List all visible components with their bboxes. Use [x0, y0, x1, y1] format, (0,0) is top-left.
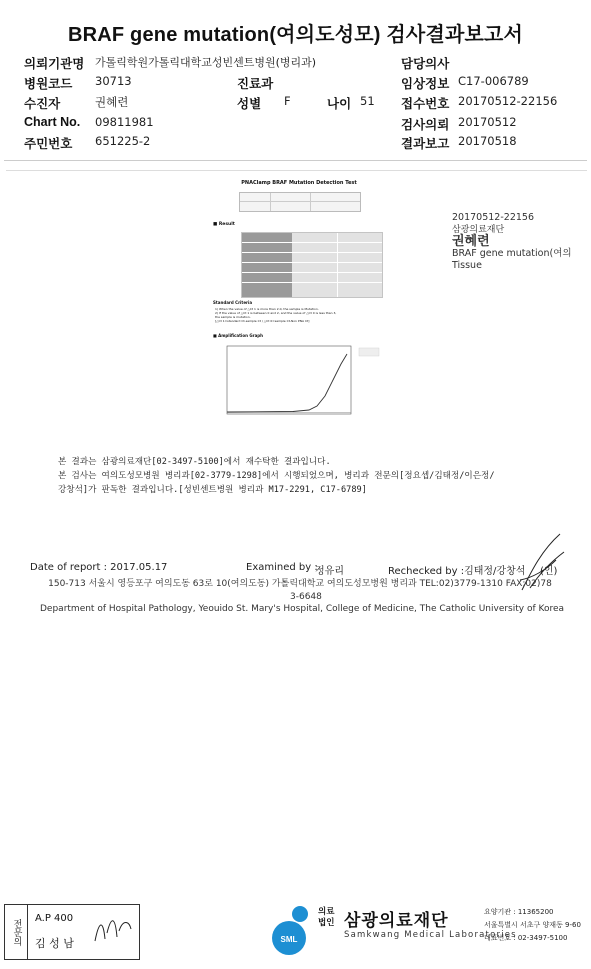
ap-code: A.P 400 [35, 913, 74, 924]
org-prefix [318, 907, 334, 929]
hospital-address [40, 578, 560, 604]
result-note [58, 455, 528, 497]
age-value: 51 [360, 94, 375, 108]
graph-heading: ■ Amplification Graph [213, 333, 264, 338]
stamp-specimen: Tissue [452, 260, 482, 271]
institution-value: 가톨릭학원가톨릭대학교성빈센트병원(병리과) [95, 56, 317, 69]
criteria-heading: Standard Criteria [213, 300, 253, 305]
org-english-name: Samkwang Medical Laboratories [344, 930, 517, 940]
clinical-info-value: C17-006789 [458, 74, 529, 88]
org-prefix-line: 의료 [318, 907, 335, 917]
org-name: 삼광의료재단 [344, 911, 449, 931]
patient-label: 수진자 [24, 96, 61, 111]
criteria-line: 2) If the value of △Ct 1 is between 0 and 2, and the value of △Ct 0 is less than 3, [215, 311, 337, 315]
org-info [484, 906, 581, 945]
chart-no-value: 09811981 [95, 115, 154, 129]
org-info-line: 요양기관 : 11365200 [484, 908, 554, 916]
document-title: BRAF gene mutation(여의도성모) 검사결과보고서 [67, 24, 524, 46]
amplification-graph [213, 340, 385, 420]
criteria-line: 1) When the value of △Ct 1 is more than 2.0, the sample is Mutation. [215, 307, 319, 311]
hospital-code-label: 병원코드 [24, 76, 73, 91]
doctor-label: 담당의사 [401, 56, 450, 71]
sml-logo-text: SML [280, 935, 298, 944]
stamp-receipt-no: 20170512-22156 [452, 212, 535, 223]
note-line: 본 결과는 삼광의료재단[02-3497-5100]에서 재수탁한 결과입니다. [58, 457, 331, 467]
result-date-label: 결과보고 [401, 136, 450, 151]
result-table [241, 232, 383, 298]
institution-label: 의뢰기관명 [24, 56, 85, 71]
department-line: Department of Hospital Pathology, Yeouido St. Mary's Hospital, College of Medicine, The Catholic University of Korea [40, 604, 565, 614]
sex-label: 성별 [237, 96, 262, 111]
receipt-label: 접수번호 [401, 96, 450, 111]
pathologist-signature [91, 911, 135, 951]
hospital-code-value: 30713 [95, 74, 132, 88]
receipt-value: 20170512-22156 [458, 94, 558, 108]
examined-by-label: Examined by : [246, 562, 318, 573]
report-date: Date of report : 2017.05.17 [30, 562, 168, 573]
stamp-test-name: BRAF gene mutation(여의 [452, 248, 572, 259]
resident-no-value: 651225-2 [95, 134, 151, 148]
criteria-line: [△Ct 1=standard Ct-sample Ct / △Ct 0=sample Ct-Non PNA Ct] [215, 319, 310, 323]
header-divider [4, 160, 587, 161]
resident-no-label: 주민번호 [24, 136, 73, 151]
address-line-2: 3-6648 [290, 592, 322, 602]
request-date-label: 검사의뢰 [401, 117, 450, 132]
org-info-line: 대표번호 : 02-3497-5100 [484, 934, 568, 942]
department-label: 진료과 [237, 76, 274, 91]
sex-value: F [284, 94, 291, 108]
patient-value: 권혜련 [95, 95, 129, 109]
seal-mark: (인) [540, 566, 558, 577]
chart-no-label: Chart No. [24, 115, 81, 129]
result-heading: ■ Result [213, 222, 235, 227]
result-date-value: 20170518 [458, 134, 517, 148]
pnaclamp-report-image [213, 176, 385, 422]
request-date-value: 20170512 [458, 115, 517, 129]
org-prefix-line: 법인 [318, 918, 335, 928]
sml-logo-icon [270, 902, 316, 958]
pathologist-vertical-label: 전문의 [5, 905, 28, 959]
age-label: 나이 [327, 96, 352, 111]
address-line: 150-713 서울시 영등포구 여의도동 63로 10(여의도동) 가톨릭대학교 여의도성모병원 병리과 TEL:02)3779-1310 FAX:02)78 [48, 579, 552, 589]
pathologist-box [4, 904, 140, 960]
report-header [0, 54, 591, 154]
org-info-line: 서울특별시 서초구 양재동 9-60 [484, 921, 581, 929]
criteria-line: the sample is mutation. [215, 315, 251, 319]
rechecked-by: Rechecked by :김태정/강창석 [388, 566, 526, 577]
clinical-info-label: 임상정보 [401, 76, 450, 91]
note-line: 강창석]가 판독한 결과입니다.[성빈센트병원 병리과 M17-2291, C17-6789] [58, 485, 367, 495]
report-image-title: PNAClamp BRAF Mutation Detection Test [241, 180, 357, 186]
stamp-org: 삼광의료재단 [452, 225, 505, 235]
pathologist-name: 김 성 남 [35, 937, 74, 950]
examined-by-value: 정유리 [315, 566, 344, 577]
stamp-patient-name: 권혜련 [452, 234, 490, 249]
report-info-table [239, 192, 361, 212]
receipt-stamp [452, 212, 572, 272]
note-line: 본 검사는 여의도성모병원 병리과[02-3779-1298]에서 시행되었으며, 병리과 전문의[정요셉/김태정/이은정/ [58, 471, 495, 481]
